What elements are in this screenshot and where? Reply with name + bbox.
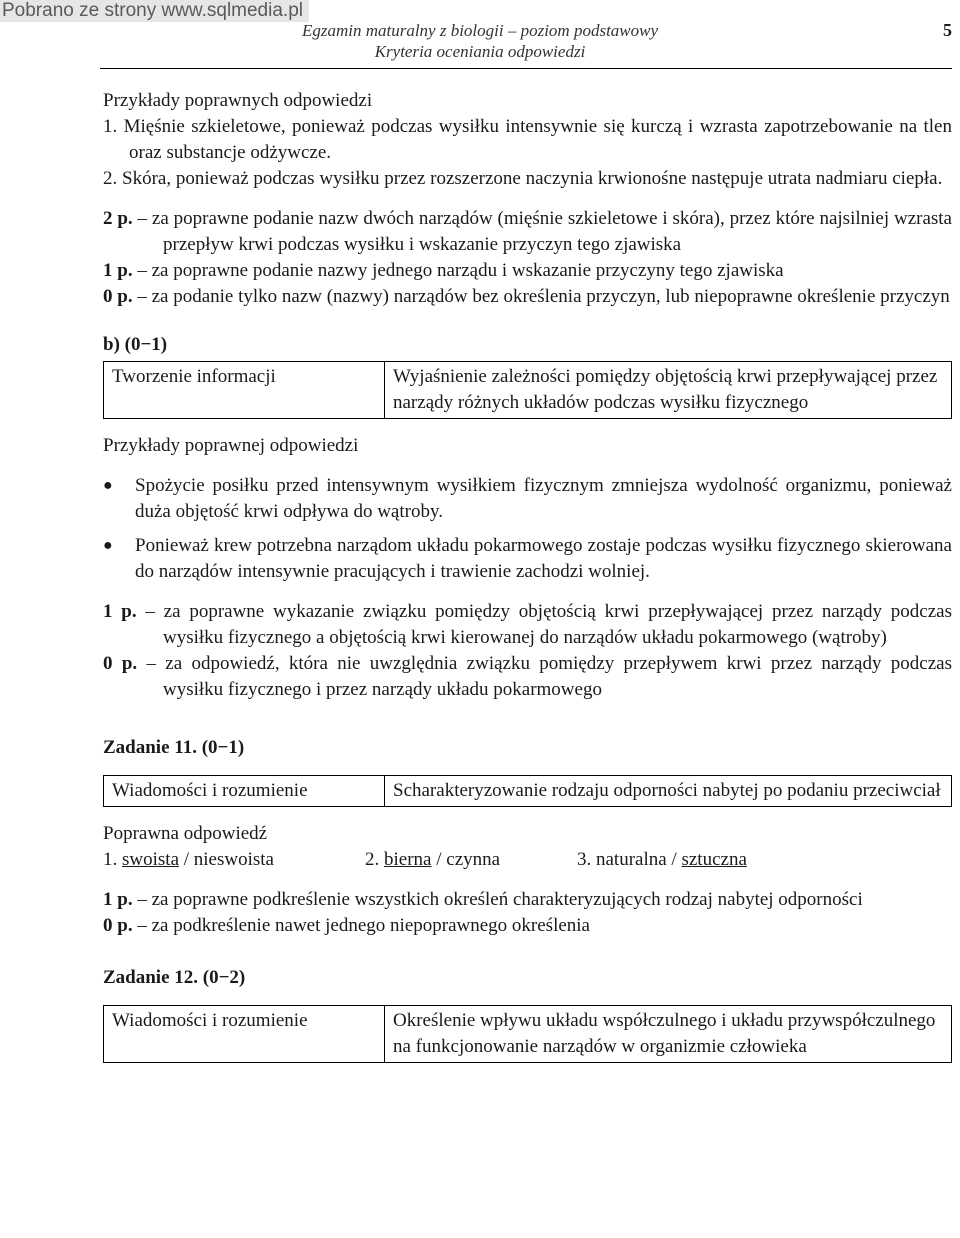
header-divider (100, 68, 952, 69)
skill-category: Wiadomości i rozumienie (104, 1006, 385, 1062)
skill-table (103, 361, 952, 419)
subtask-title: b) (0−1) (103, 334, 168, 355)
page-number: 5 (943, 20, 952, 40)
points-label: 1 p. (103, 889, 133, 910)
scoring-criterion (103, 206, 952, 258)
example-answer: 1. Mięśnie szkieletowe, ponieważ podczas wysiłku intensywnie się kurczą i wzrasta zapotrzebowanie na tlen oraz substancje odżywcze. (103, 116, 952, 163)
bullet-icon: ● (103, 477, 113, 494)
scoring-criterion (103, 913, 952, 939)
answer-label: Poprawna odpowiedź (103, 823, 268, 844)
criterion-text: – za odpowiedź, która nie uwzględnia związku pomiędzy przepływem krwi przez narządy podczas wysiłku fizycznego i przez narządy układu pokarmowego (137, 653, 952, 700)
skill-description: Określenie wpływu układu współczulnego i układu przywspółczulnego na funkcjonowanie narządów w organizmie człowieka (393, 1010, 936, 1057)
scoring-criterion (103, 599, 952, 651)
answer-item (577, 847, 747, 873)
header-subtitle: Kryteria oceniania odpowiedzi (374, 42, 586, 61)
bullet-text: Spożycie posiłku przed intensywnym wysiłkiem fizycznym zmniejsza wydolność organizmu, ponieważ duża objętość krwi odpływa do wątroby. (135, 475, 952, 522)
scoring-criterion (103, 258, 952, 284)
scoring-criterion (103, 651, 952, 703)
underlined-answer: sztuczna (681, 849, 747, 870)
underlined-answer: bierna (384, 849, 432, 870)
page-content (103, 88, 952, 1063)
answer-rest: / czynna (431, 849, 501, 870)
answer-prefix: 3. naturalna / (577, 849, 682, 870)
criterion-text: – za poprawne podanie nazw dwóch narządów (mięśnie szkieletowe i skóra), przez które najsilniej wzrasta przepływ krwi podczas wysiłku i wskazanie przyczyn tego zjawiska (132, 208, 952, 255)
skill-table (103, 775, 952, 807)
criterion-text: – za poprawne podkreślenie wszystkich określeń charakteryzujących rodzaj nabytej odporności (132, 889, 863, 910)
points-label: 2 p. (103, 208, 133, 229)
bullet-icon: ● (103, 537, 113, 554)
criterion-text: – za podkreślenie nawet jednego niepoprawnego określenia (132, 915, 590, 936)
answer-prefix: 2. (365, 849, 384, 870)
task-title: Zadanie 12. (0−2) (103, 967, 246, 988)
answer-prefix: 1. (103, 849, 122, 870)
criterion-text: – za poprawne podanie nazwy jednego narządu i wskazanie przyczyny tego zjawiska (132, 260, 784, 281)
skill-description: Wyjaśnienie zależności pomiędzy objętością krwi przepływającej przez narządy różnych układów podczas wysiłku fizycznego (393, 366, 938, 413)
examples-label: Przykłady poprawnych odpowiedzi (103, 90, 373, 111)
skill-category: Tworzenie informacji (104, 362, 385, 418)
skill-table (103, 1005, 952, 1063)
source-watermark: Pobrano ze strony www.sqlmedia.pl (0, 0, 309, 22)
page-header (0, 20, 960, 62)
underlined-answer: swoista (122, 849, 179, 870)
bullet-text: Ponieważ krew potrzebna narządom układu pokarmowego zostaje podczas wysiłku fizycznego skierowana do narządów intensywnie pracujących i trawienie zachodzi wolniej. (135, 535, 952, 582)
answer-rest: / nieswoista (179, 849, 274, 870)
answer-item (103, 847, 313, 873)
task-title: Zadanie 11. (0−1) (103, 737, 245, 758)
answer-item (365, 847, 525, 873)
examples-label: Przykłady poprawnej odpowiedzi (103, 435, 359, 456)
skill-category: Wiadomości i rozumienie (104, 776, 385, 806)
criterion-text: – za poprawne wykazanie związku pomiędzy objętością krwi przepływającej przez narządy podczas wysiłku fizycznego a objętością krwi kierowanej do narządów układu pokarmowego (wątroby) (136, 601, 952, 648)
points-label: 1 p. (103, 260, 133, 281)
header-exam-title: Egzamin maturalny z biologii – poziom podstawowy (301, 21, 659, 40)
points-label: 0 p. (103, 653, 138, 674)
bullet-item (103, 473, 952, 525)
skill-description: Scharakteryzowanie rodzaju odporności nabytej po podaniu przeciwciał (393, 780, 941, 801)
scoring-criterion (103, 284, 952, 310)
points-label: 1 p. (103, 601, 137, 622)
points-label: 0 p. (103, 286, 133, 307)
points-label: 0 p. (103, 915, 133, 936)
bullet-item (103, 533, 952, 585)
correct-answers (103, 847, 952, 873)
scoring-criterion (103, 887, 952, 913)
criterion-text: – za podanie tylko nazw (nazwy) narządów bez określenia przyczyn, lub niepoprawne określenie przyczyn (132, 286, 950, 307)
example-answer: 2. Skóra, ponieważ podczas wysiłku przez rozszerzone naczynia krwionośne następuje utrata nadmiaru ciepła. (103, 168, 943, 189)
